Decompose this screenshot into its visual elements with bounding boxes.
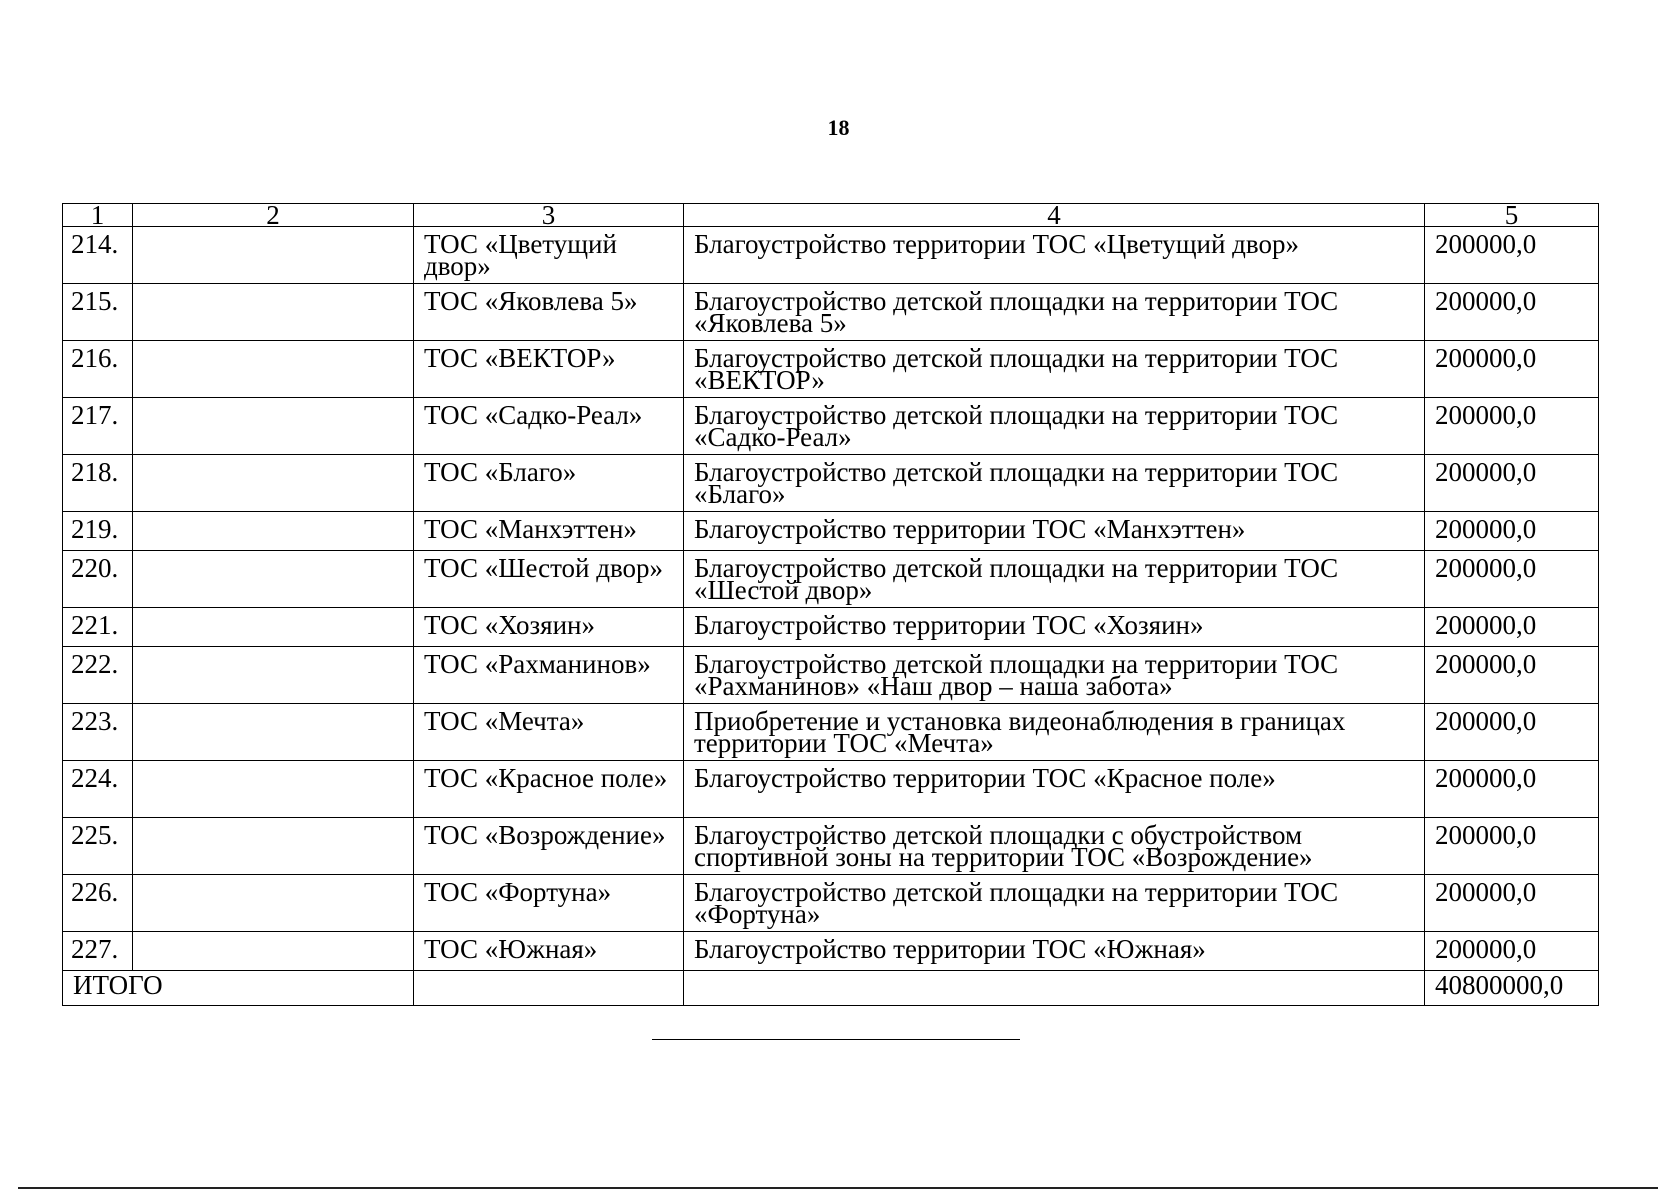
header-cell-1: 1	[63, 204, 133, 227]
table-row	[63, 341, 1599, 398]
tos-name-cell: ТОС «Рахманинов»	[414, 647, 684, 704]
description-cell: Благоустройство территории ТОС «Красное поле»	[684, 761, 1425, 818]
total-amount: 40800000,0	[1425, 971, 1599, 1006]
amount-cell: 200000,0	[1425, 647, 1599, 704]
row-number-cell: 225.	[63, 818, 133, 875]
description-cell: Благоустройство детской площадки на территории ТОС «Благо»	[684, 455, 1425, 512]
tos-name-cell: ТОС «Возрождение»	[414, 818, 684, 875]
description-cell: Приобретение и установка видеонаблюдения в границах территории ТОС «Мечта»	[684, 704, 1425, 761]
amount-cell: 200000,0	[1425, 284, 1599, 341]
row-number-cell: 220.	[63, 551, 133, 608]
row-number-cell: 227.	[63, 932, 133, 971]
description-cell: Благоустройство детской площадки на территории ТОС «Шестой двор»	[684, 551, 1425, 608]
total-label: ИТОГО	[63, 971, 414, 1006]
row-number-cell: 217.	[63, 398, 133, 455]
row-number-cell: 223.	[63, 704, 133, 761]
description-cell: Благоустройство территории ТОС «Манхэттен»	[684, 512, 1425, 551]
description-cell: Благоустройство детской площадки с обустройством спортивной зоны на территории ТОС «Возрождение»	[684, 818, 1425, 875]
amount-cell: 200000,0	[1425, 761, 1599, 818]
row-number-cell: 216.	[63, 341, 133, 398]
table-row	[63, 818, 1599, 875]
tos-name-cell: ТОС «Южная»	[414, 932, 684, 971]
header-row	[63, 204, 1599, 227]
page-bottom-rule	[18, 1187, 1658, 1189]
row-number-cell: 226.	[63, 875, 133, 932]
empty-cell	[133, 704, 414, 761]
empty-cell	[133, 551, 414, 608]
amount-cell: 200000,0	[1425, 398, 1599, 455]
description-cell: Благоустройство детской площадки на территории ТОС «Фортуна»	[684, 875, 1425, 932]
amount-cell: 200000,0	[1425, 932, 1599, 971]
total-empty-cell	[684, 971, 1425, 1006]
table-row	[63, 647, 1599, 704]
empty-cell	[133, 227, 414, 284]
table-body	[63, 204, 1599, 1006]
amount-cell: 200000,0	[1425, 341, 1599, 398]
table-row	[63, 551, 1599, 608]
table-row	[63, 875, 1599, 932]
header-cell-2: 2	[133, 204, 414, 227]
amount-cell: 200000,0	[1425, 512, 1599, 551]
tos-name-cell: ТОС «Мечта»	[414, 704, 684, 761]
tos-name-cell: ТОС «Красное поле»	[414, 761, 684, 818]
funding-table	[62, 203, 1599, 1006]
row-number-cell: 218.	[63, 455, 133, 512]
tos-name-cell: ТОС «ВЕКТОР»	[414, 341, 684, 398]
amount-cell: 200000,0	[1425, 551, 1599, 608]
header-cell-5: 5	[1425, 204, 1599, 227]
empty-cell	[133, 341, 414, 398]
table-row	[63, 512, 1599, 551]
tos-name-cell: ТОС «Фортуна»	[414, 875, 684, 932]
tos-name-cell: ТОС «Садко-Реал»	[414, 398, 684, 455]
row-number-cell: 215.	[63, 284, 133, 341]
empty-cell	[133, 875, 414, 932]
row-number-cell: 222.	[63, 647, 133, 704]
table-row	[63, 227, 1599, 284]
empty-cell	[133, 512, 414, 551]
empty-cell	[133, 455, 414, 512]
empty-cell	[133, 647, 414, 704]
closing-separator-line	[652, 1039, 1020, 1040]
tos-name-cell: ТОС «Манхэттен»	[414, 512, 684, 551]
empty-cell	[133, 932, 414, 971]
empty-cell	[133, 818, 414, 875]
amount-cell: 200000,0	[1425, 608, 1599, 647]
table-row	[63, 455, 1599, 512]
description-cell: Благоустройство детской площадки на территории ТОС «Яковлева 5»	[684, 284, 1425, 341]
empty-cell	[133, 761, 414, 818]
row-number-cell: 221.	[63, 608, 133, 647]
row-number-cell: 214.	[63, 227, 133, 284]
header-cell-4: 4	[684, 204, 1425, 227]
tos-name-cell: ТОС «Шестой двор»	[414, 551, 684, 608]
empty-cell	[133, 608, 414, 647]
total-empty-cell	[414, 971, 684, 1006]
row-number-cell: 224.	[63, 761, 133, 818]
table-row	[63, 398, 1599, 455]
tos-name-cell: ТОС «Благо»	[414, 455, 684, 512]
row-number-cell: 219.	[63, 512, 133, 551]
description-cell: Благоустройство детской площадки на территории ТОС «Рахманинов» «Наш двор – наша забота»	[684, 647, 1425, 704]
amount-cell: 200000,0	[1425, 875, 1599, 932]
amount-cell: 200000,0	[1425, 818, 1599, 875]
description-cell: Благоустройство территории ТОС «Хозяин»	[684, 608, 1425, 647]
table-row	[63, 932, 1599, 971]
description-cell: Благоустройство территории ТОС «Цветущий двор»	[684, 227, 1425, 284]
table-row	[63, 761, 1599, 818]
description-cell: Благоустройство детской площадки на территории ТОС «Садко-Реал»	[684, 398, 1425, 455]
amount-cell: 200000,0	[1425, 704, 1599, 761]
tos-name-cell: ТОС «Яковлева 5»	[414, 284, 684, 341]
table-row	[63, 284, 1599, 341]
total-row	[63, 971, 1599, 1006]
tos-name-cell: ТОС «Хозяин»	[414, 608, 684, 647]
tos-name-cell: ТОС «Цветущий двор»	[414, 227, 684, 284]
header-cell-3: 3	[414, 204, 684, 227]
description-cell: Благоустройство детской площадки на территории ТОС «ВЕКТОР»	[684, 341, 1425, 398]
table-row	[63, 704, 1599, 761]
amount-cell: 200000,0	[1425, 455, 1599, 512]
empty-cell	[133, 398, 414, 455]
empty-cell	[133, 284, 414, 341]
page-number: 18	[827, 115, 850, 140]
amount-cell: 200000,0	[1425, 227, 1599, 284]
table-row	[63, 608, 1599, 647]
description-cell: Благоустройство территории ТОС «Южная»	[684, 932, 1425, 971]
